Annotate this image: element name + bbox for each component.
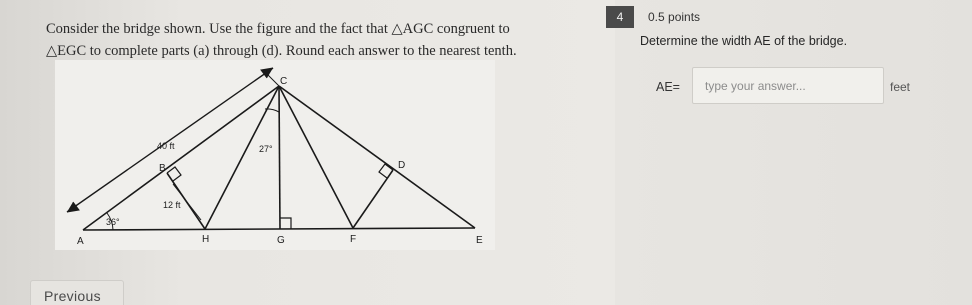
- point-label-A: A: [77, 236, 84, 247]
- dimension-40ft: [67, 68, 273, 212]
- question-part-text: Determine the width AE of the bridge.: [640, 34, 848, 48]
- altitude-CG: [279, 86, 280, 229]
- point-label-C: C: [280, 76, 288, 87]
- question-points: 0.5 points: [648, 10, 701, 24]
- point-label-D: D: [398, 160, 406, 171]
- bridge-figure: [55, 60, 495, 250]
- previous-button-label[interactable]: Previous: [44, 288, 101, 304]
- label-36deg: 36°: [106, 217, 120, 227]
- side-AC: [83, 86, 279, 230]
- label-40ft: 40 ft: [157, 141, 175, 151]
- right-angle-B: [167, 167, 181, 181]
- question-prompt: [46, 18, 576, 62]
- point-label-G: G: [277, 235, 285, 246]
- base-line: [83, 228, 475, 230]
- answer-input[interactable]: [692, 67, 884, 104]
- point-label-H: H: [202, 234, 210, 245]
- right-angle-G: [280, 218, 291, 229]
- side-CE: [279, 86, 475, 228]
- bridge-diagram: [55, 60, 495, 250]
- question-number-badge: 4: [606, 6, 634, 28]
- segment-CF: [279, 86, 353, 228]
- dim-arrow-left: [67, 202, 79, 212]
- label-27deg: 27°: [259, 144, 273, 154]
- dim-arrow-right: [261, 68, 273, 78]
- dim-tick: [265, 72, 279, 86]
- point-label-E: E: [476, 235, 483, 246]
- prompt-line-2: △EGC to complete parts (a) through (d). Round each answer to the nearest tenth.: [46, 43, 517, 59]
- answer-label: AE=: [656, 80, 680, 94]
- segment-FD: [353, 170, 393, 228]
- answer-unit: feet: [890, 80, 911, 94]
- point-label-B: B: [159, 163, 166, 174]
- point-label-F: F: [350, 234, 357, 245]
- label-12ft: 12 ft: [163, 200, 181, 210]
- prompt-line-1: Consider the bridge shown. Use the figure and the fact that △AGC congruent to: [46, 21, 510, 37]
